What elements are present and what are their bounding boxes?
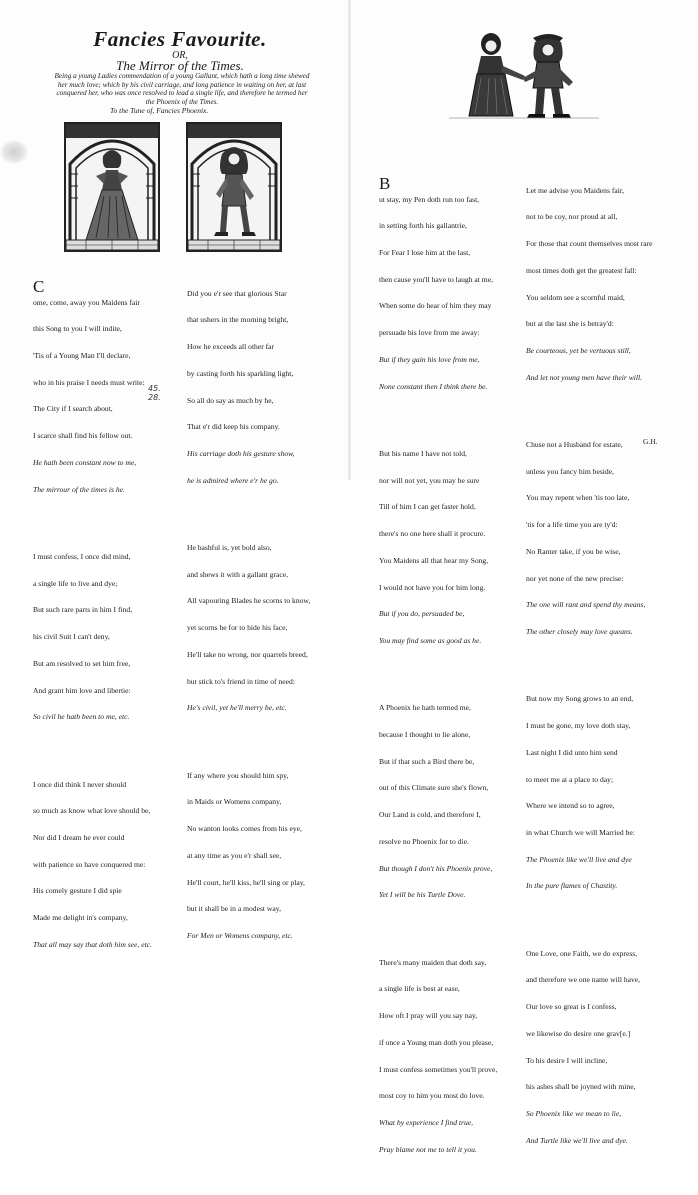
description-line: the Phoenix of the Times.: [145, 97, 219, 106]
verse-line: but at the last she is betray'd:: [526, 319, 614, 329]
verse-line: Let me advise you Maidens fair,: [526, 185, 624, 195]
verse-line: most coy to him you most do love.: [379, 1091, 485, 1101]
woodcut-lady: [64, 122, 160, 252]
verse-line: Chuse not a Husband for estate,: [526, 440, 623, 449]
verse-line: in Maids or Womens company,: [187, 797, 282, 807]
verse-line: And let not young men have their will.: [526, 372, 642, 382]
verse-line: No Ranter take, if you be wise,: [526, 546, 621, 556]
verse-line: You may repent when 'tis too late,: [526, 493, 630, 503]
verse-line: For Men or Womens company, etc.: [187, 930, 293, 940]
verse-line: ome, come, away you Maidens fair: [33, 297, 140, 307]
stanza: [379, 169, 527, 409]
verse-line: resolve no Phoenix for to die.: [379, 836, 469, 846]
verse-line: He'll court, he'll kiss, he'll sing or play,: [187, 877, 305, 887]
verse-line: Be courteous, yet be vertuous still,: [526, 345, 631, 355]
verse-line: he is admired where e'r he go.: [187, 475, 279, 485]
stanza: [526, 678, 688, 910]
ballad-title: Fancies Favourite.: [93, 27, 267, 51]
verse-line: Last night I did unto him send: [526, 747, 618, 757]
verse-line: You Maidens all that hear my Song,: [379, 555, 489, 565]
verse-line: his ashes shall be joyned with mine,: [526, 1082, 636, 1092]
verse-line: He bashful is, yet bold also,: [187, 543, 272, 552]
verse-line: There's many maiden that doth say,: [379, 957, 487, 967]
stanza: [526, 932, 688, 1164]
verse-line: this Song to you I will indite,: [33, 324, 122, 334]
verse-line: unless you fancy him beside,: [526, 466, 614, 476]
verse-line: A Phoenix he hath termed me,: [379, 703, 471, 713]
verse-line: and shews it with a gallant grace,: [187, 569, 289, 579]
verse-line: Did you e'r see that glorious Star: [187, 288, 287, 298]
verse-line: Our love so great is I confess,: [526, 1002, 617, 1012]
verse-line: The other closely may love queans.: [526, 627, 633, 637]
verse-line: if once a Young man doth you please,: [379, 1037, 494, 1047]
title-or: OR,: [172, 50, 188, 61]
verse-line: The Phoenix like we'll live and dye: [526, 854, 632, 864]
verse-line: But if you do, persuaded be,: [379, 609, 465, 619]
woodcut-couple: [429, 30, 619, 120]
verse-line: What by experience I find true,: [379, 1117, 474, 1127]
woodcut-couple-drawing: [429, 30, 619, 120]
verse-line: The one will rant and spend thy means,: [526, 600, 646, 610]
verse-line: because I thought to lie alone,: [379, 730, 471, 739]
verse-line: I must confess sometimes you'll prove,: [379, 1064, 498, 1074]
verse-line: there's no one here shall it procure.: [379, 529, 486, 539]
verse-line: He hath been constant now to me,: [33, 457, 137, 467]
verse-line: that ushers in the morning bright,: [187, 315, 289, 325]
handwritten-note: 45. 28.: [148, 384, 161, 402]
stanza: [33, 763, 179, 968]
woodcut-gentleman-drawing: [188, 124, 280, 250]
verse-line: at any time as you e'r shall see,: [187, 850, 282, 860]
verse-line: who in his praise I needs must write:: [33, 377, 145, 387]
verse-line: in what Church we will Married be:: [526, 827, 635, 837]
woodcut-gentleman: [186, 122, 282, 252]
verse-line: You seldom see a scornful maid,: [526, 292, 625, 302]
right-column-2: [526, 151, 688, 1186]
left-page: [0, 0, 348, 949]
verse-line: Made me delight in's company,: [33, 913, 128, 923]
verse-line: His carriage doth his gesture show,: [187, 448, 295, 458]
verse-line: All vapouring Blades he scorns to know,: [187, 596, 311, 606]
verse-line: But such rare parts in him I find,: [33, 605, 133, 615]
verse-line: But now my Song grows to an end,: [526, 694, 634, 704]
verse-line: persuade his love from me away:: [379, 328, 480, 338]
verse-line: Pray blame not me to tell it you.: [379, 1144, 477, 1154]
verse-line: to meet me at a place to day;: [526, 774, 614, 784]
verse-line: He'll take no wrong, nor quarrels breed,: [187, 649, 308, 659]
stanza: [33, 535, 179, 740]
verse-line: For those that count themselves most rare: [526, 239, 653, 249]
verse-line: so much as know what love should be,: [33, 806, 151, 816]
verse-line: with patience so have conquered me:: [33, 859, 146, 869]
left-column-1: [33, 254, 179, 990]
verse-line: That e'r did keep his company.: [187, 422, 280, 432]
verse-line: So all do say as much by he,: [187, 395, 274, 405]
stanza: [187, 526, 337, 731]
stanza: [379, 432, 527, 664]
verse-line: How he exceeds all other far: [187, 342, 275, 352]
verse-line: I would not have you for him long.: [379, 582, 486, 592]
verse-line: But if they gain his love from me,: [379, 354, 480, 364]
verse-line: His comely gesture I did spie: [33, 886, 122, 896]
drop-cap: B: [379, 173, 391, 193]
verse-line: most times doth get the greatest fall:: [526, 265, 637, 275]
verse-line: When some do hear of him they may: [379, 301, 492, 311]
woodcut-lady-drawing: [66, 124, 158, 250]
verse-line: The mirrour of the times is he.: [33, 484, 125, 494]
verse-line: To his desire I will incline,: [526, 1055, 608, 1065]
verse-line: in setting forth his gallantrie,: [379, 221, 467, 231]
left-column-2: [187, 254, 337, 982]
verse-line: by casting forth his sparkling light,: [187, 368, 294, 378]
ballad-subtitle: The Mirror of the Times.: [116, 58, 244, 73]
verse-line: nor yet none of the new precise:: [526, 573, 624, 583]
verse-line: his civil Suit I can't deny,: [33, 632, 110, 642]
verse-line: then cause you'll have to laugh at me,: [379, 274, 493, 284]
verse-line: And grant him love and libertie:: [33, 685, 131, 695]
verse-line: Where we intend so to agree,: [526, 801, 615, 811]
verse-line: 'Tis of a Young Man I'll declare,: [33, 350, 131, 360]
verse-line: He's civil, yet he'll merry be, etc.: [187, 703, 287, 713]
verse-line: not to be coy, nor proud at all,: [526, 212, 618, 222]
right-column-1: [379, 151, 527, 1195]
stanza: [379, 686, 527, 918]
verse-line: You may find some as good as he.: [379, 635, 482, 645]
verse-line: out of this Climate sure she's flown,: [379, 783, 489, 793]
verse-line: But though I don't his Phoenix prove,: [379, 863, 493, 873]
description-line: conquered her, who was once resolved to lead a single life, and therefore he termed her: [56, 89, 308, 98]
stanza: [187, 754, 337, 959]
stanza: [526, 169, 688, 401]
verse-line: But if that such a Bird there be,: [379, 756, 475, 766]
verse-line: Yet I will be his Turtle Dove.: [379, 890, 466, 900]
ballad-description: [28, 72, 336, 106]
verse-line: How oft I pray will you say nay,: [379, 1011, 478, 1021]
verse-line: 'tis for a life time you are ty'd:: [526, 520, 618, 530]
verse-line: None constant then I think there be.: [379, 381, 488, 391]
verse-line: The City if I search about,: [33, 404, 113, 414]
stanza: [187, 272, 337, 504]
verse-line: Till of him I can get faster hold,: [379, 502, 476, 512]
verse-line: I scarce shall find his fellow out.: [33, 431, 133, 441]
verse-line: So civil he hath been to me, etc.: [33, 712, 130, 722]
verse-line: nor will not yet, you may be sure: [379, 475, 480, 485]
verse-line: That all may say that doth him see, etc.: [33, 939, 152, 949]
stanza: [379, 941, 527, 1173]
verse-line: One Love, one Faith, we do express,: [526, 948, 638, 958]
description-line: her much love; which by his civil carriage, and long patience in waiting on her, at last: [57, 80, 307, 89]
stanza: [526, 423, 688, 655]
ink-smudge: [0, 140, 28, 164]
verse-line: I must be gone, my love doth stay,: [526, 721, 631, 731]
verse-line: No wanton looks comes from his eye,: [187, 824, 302, 834]
verse-line: we likewise do desire one grav[e.]: [526, 1028, 631, 1038]
verse-line: ut stay, my Pen doth run too fast,: [379, 194, 480, 204]
verse-line: So Phoenix like we mean to lie,: [526, 1109, 622, 1119]
author-signature: G.H.: [643, 437, 658, 446]
verse-line: I must confess, I once did mind,: [33, 551, 131, 561]
tune-line: To the Tune of, Fancies Phoenix.: [110, 106, 209, 115]
verse-line: If any where you should him spy,: [187, 770, 289, 780]
drop-cap: C: [33, 276, 45, 296]
verse-line: And Turtle like we'll live and dye.: [526, 1135, 628, 1145]
verse-line: and therefore we one name will have,: [526, 975, 641, 985]
verse-line: Nor did I dream he ever could: [33, 833, 125, 842]
description-line: Being a young Ladies commendation of a young Gallant, which hath a long time shewed: [54, 72, 310, 80]
verse-line: a single life to live and dye;: [33, 578, 118, 588]
verse-line: But am resolved to set him free,: [33, 658, 131, 668]
verse-line: but stick to's friend in time of need:: [187, 676, 295, 686]
right-page: [351, 0, 698, 1154]
verse-line: I once did think I never should: [33, 779, 127, 789]
verse-line: For Fear I lose him at the last,: [379, 247, 471, 257]
verse-line: Our Land is cold, and therefore I,: [379, 810, 481, 820]
verse-line: a single life is best at ease,: [379, 984, 460, 994]
verse-line: But his name I have not told,: [379, 448, 467, 458]
verse-line: yet scorns he for to hide his face,: [187, 623, 288, 633]
verse-line: but it shall be in a modest way,: [187, 904, 281, 914]
verse-line: In the pure flames of Chastity.: [526, 881, 618, 891]
